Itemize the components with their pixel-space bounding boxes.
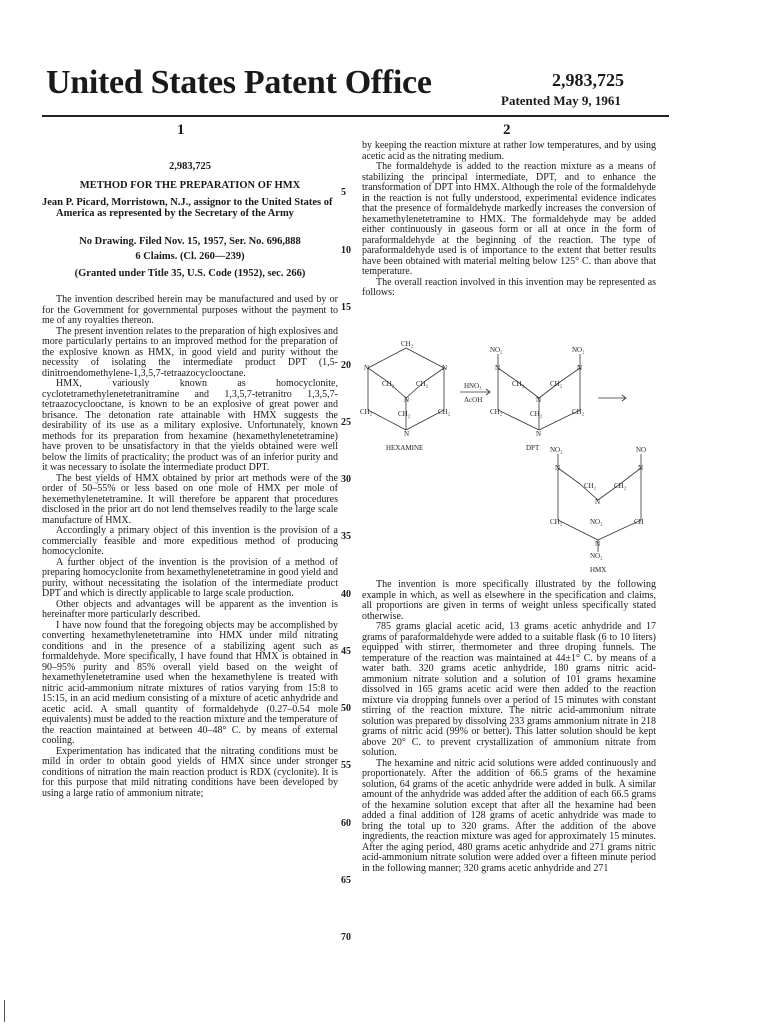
line-number: 65 <box>341 875 351 886</box>
right-column-body-top <box>362 141 656 299</box>
paragraph: Other objects and advantages will be apparent as the invention is hereinafter more particularly described. <box>42 598 338 620</box>
svg-text:N: N <box>364 364 370 372</box>
svg-text:CH₂: CH₂ <box>550 518 563 526</box>
paragraph: The overall reaction involved in this invention may be represented as follows: <box>362 276 656 298</box>
svg-text:NO: NO <box>636 446 647 454</box>
reagent-top: HNO₃ <box>464 382 482 390</box>
inventor-line: Jean P. Picard, Morristown, N.J., assignor to the United States of America as represented by the Secretary of the Army <box>42 197 333 219</box>
line-number: 45 <box>341 646 351 657</box>
svg-text:NO₂: NO₂ <box>550 446 563 454</box>
line-number: 70 <box>341 932 351 943</box>
svg-text:N: N <box>442 364 448 372</box>
svg-text:CH₂: CH₂ <box>550 380 563 388</box>
filing-line: No Drawing. Filed Nov. 15, 1957, Ser. No. 696,888 <box>79 236 301 247</box>
reaction-structure-diagram <box>358 338 658 578</box>
line-number: 35 <box>341 531 351 542</box>
svg-text:CH₂: CH₂ <box>584 482 597 490</box>
paragraph: 785 grams glacial acetic acid, 13 grams acetic anhydride and 17 grams of paraformaldehyde were added to a suitable flask (6 to 10 liters) equipped with stirrer, thermometer and three droping funnels. The temperature of the reaction was maintained at 44±1° C. by means of a water bath. 320 grams acetic anhydride, 180 grams nitric acid-ammonium nitrate solution and a solution of 101 grams hexamine dissolved in 165 grams acetic acid were then added to the reaction mixture via dropping funnels over a period of 15 minutes with constant stirring of the reaction mixture. The nitric acid-ammonium nitrate solution was prepared by dissolving 233 grams ammonium nitrate in 218 grams of nitric acid (99% or better). This latter solution should be kept above 20° C. to prevent crystallization of ammonium nitrate from solution. <box>362 621 656 758</box>
line-number: 60 <box>341 818 351 829</box>
line-number: 30 <box>341 474 351 485</box>
line-number: 20 <box>341 360 351 371</box>
svg-text:N: N <box>555 464 561 472</box>
svg-text:NO₂: NO₂ <box>572 346 585 354</box>
svg-text:CH₂: CH₂ <box>360 408 373 416</box>
paragraph: by keeping the reaction mixture at rather low temperatures, and by using acetic acid as the nitrating medium. <box>362 140 656 162</box>
svg-text:N: N <box>536 396 542 404</box>
paragraph: I have now found that the foregoing objects may be accomplished by converting hexamethylenetetramine into HMX under mild nitrating conditions and in the presence of a stabilizing agent such as formaldehyde. More specifically, I have found that HMX is obtained in 90–95% purity and 85% overall yield based on the weight of hexamethylenetetramine used when the hexamethylene is treated with nitric acid-ammonium nitrate mixtures of ratios varying from 15:8 to 15:15, in an acid medium consisting of a mixture of acetic anhydride and acetic acid. A small quantity of formaldehyde (0.27–0.54 mole equivalents) must be added to the reaction mixture and the temperature of the reaction maintained at between 40–48° C. by means of external cooling. <box>42 619 338 746</box>
line-number: 5 <box>341 187 346 198</box>
svg-text:CH₂: CH₂ <box>614 482 627 490</box>
svg-text:NO₂: NO₂ <box>590 518 603 526</box>
line-number: 55 <box>341 760 351 771</box>
svg-text:CH₂: CH₂ <box>438 408 451 416</box>
grant-line: (Granted under Title 35, U.S. Code (1952), sec. 266) <box>74 268 306 279</box>
column-number-left: 1 <box>177 122 185 138</box>
svg-text:N: N <box>536 430 542 438</box>
paragraph: Experimentation has indicated that the nitrating conditions must be mild in order to obtain good yields of HMX since under stronger conditions of nitration the main reaction product is RDX (cyclonite). It is for this purpose that mild nitrating conditions have been developed by using a large ratio of ammonium nitrate; <box>42 745 338 799</box>
paragraph: The hexamine and nitric acid solutions were added continuously and proportionately. After the addition of 66.5 grams of the hexamine solution, 64 grams of the acetic anhydride were added in bulk. A similar amount of the anhydride was added after the addition of each 66.5 grams of the hexamine solution except that after all the hexamine had been added a final addition of 128 grams of acetic anhydride was made to bring the total up to 320 grams. After the addition of the above ingredients, the reaction mixture was aged for approximately 15 minutes. After the aging period, 480 grams acetic anhydride and 271 grams nitric acid-ammonium nitrate solution were added over a fifteen minute period in the following manner; 320 grams acetic anhydride and 271 <box>362 757 656 874</box>
left-column-body <box>42 295 338 799</box>
column-number-right: 2 <box>503 122 511 138</box>
svg-text:N: N <box>638 464 644 472</box>
svg-text:N: N <box>595 540 601 548</box>
patent-date: Patented May 9, 1961 <box>501 93 621 108</box>
svg-text:NO₂: NO₂ <box>590 552 603 560</box>
margin-mark <box>4 1000 5 1022</box>
svg-text:N: N <box>404 430 410 438</box>
svg-text:NO₂: NO₂ <box>490 346 503 354</box>
paragraph: The invention is more specifically illustrated by the following example in which, as well as elsewhere in the specification and claims, all proportions are given in terms of weight unless specifically stated otherwise. <box>362 579 656 622</box>
hmx-label: HMX <box>590 566 607 574</box>
dpt-label: DPT <box>526 444 540 452</box>
line-number: 50 <box>341 703 351 714</box>
line-number: 15 <box>341 302 351 313</box>
svg-text:CH₂: CH₂ <box>530 410 543 418</box>
svg-text:N: N <box>577 364 583 372</box>
svg-text:CH₂: CH₂ <box>398 410 411 418</box>
svg-text:CH₂: CH₂ <box>572 408 585 416</box>
reagent-bottom: AcOH <box>464 396 483 404</box>
svg-text:CH: CH <box>634 518 644 526</box>
svg-text:CH₂: CH₂ <box>401 340 414 348</box>
paragraph: HMX, variously known as homocyclonite, cyclotetramethylenetetranitramine and 1,3,5,7-tetranitro 1,3,5,7-tetraazocyclooctane, is known to be an explosive of great power and brisance. The detonation rate attainable with HMX suggests the desirability of its use as a military explosive. Unfortunately, known methods for its preparation from hexamine (hexamethylenetetramine) have proven to be unsatisfactory in that the yields obtained were well below the limits of practicality; the product was of an inferior purity and it was necessary to isolate the intermediate product DPT. <box>42 378 338 473</box>
office-title: United States Patent Office <box>46 64 432 101</box>
right-column-body-bottom <box>362 580 656 874</box>
hexamine-label: HEXAMINE <box>386 444 424 452</box>
paragraph: The formaldehyde is added to the reaction mixture as a means of stabilizing the principal intermediate, DPT, and to enhance the transformation of DPT into HMX. Although the role of the formaldehyde in the reaction is not fully understood, experimental evidence indicates that the presence of formaldehyde markedly increases the conversion of hexamethylenetetramine to HMX. The formaldehyde may be added either continuously in gaseous form or all at once in the form of paraformaldehyde at the beginning of the reaction. The type of paraformaldehyde used is of importance to the extent that better results have been obtained with material melting below 125° C. than above that temperature. <box>362 161 656 277</box>
line-number: 10 <box>341 245 351 256</box>
paragraph: Accordingly a primary object of this invention is the provision of a commercially feasible and more expeditious method of producing homocyclonite. <box>42 525 338 557</box>
line-number: 25 <box>341 417 351 428</box>
paragraph: A further object of the invention is the provision of a method of preparing homocyclonite from hexamethylenetetramine in good yield and purity, without necessitating the isolation of the intermediate product DPT and which is directly applicable to large scale production. <box>42 556 338 599</box>
patent-number: 2,983,725 <box>552 70 624 90</box>
header-rule <box>42 115 669 117</box>
svg-text:N: N <box>495 364 501 372</box>
meta-patent-number: 2,983,725 <box>169 161 211 172</box>
paragraph: The best yields of HMX obtained by prior art methods were of the order of 50–55% or less based on one mole of HMX per mole of hexemethylenetetramine. It will therefore be apparent that procedures disclosed in the prior art do not lend themselves readily to the large scale manufacture of HMX. <box>42 472 338 526</box>
svg-text:CH₂: CH₂ <box>490 408 503 416</box>
svg-text:N: N <box>404 396 410 404</box>
line-number: 40 <box>341 589 351 600</box>
svg-text:CH₂: CH₂ <box>416 380 429 388</box>
invention-title: METHOD FOR THE PREPARATION OF HMX <box>79 180 301 191</box>
svg-text:CH₂: CH₂ <box>382 380 395 388</box>
claims-line: 6 Claims. (Cl. 260—239) <box>135 251 245 262</box>
svg-text:N: N <box>595 498 601 506</box>
paragraph: The invention described herein may be manufactured and used by or for the Government for governmental purposes without the payment to me of any royalties thereon. <box>42 294 338 326</box>
svg-text:CH₂: CH₂ <box>512 380 525 388</box>
paragraph: The present invention relates to the preparation of high explosives and more particularly pertains to an improved method for the preparation of the explosive known as HMX, in good yield and purity without the necessity of isolating the intermediate product DPT (1,5-dinitroendomethylene-1,3,5,7-tetraazocyclooctane. <box>42 325 338 379</box>
